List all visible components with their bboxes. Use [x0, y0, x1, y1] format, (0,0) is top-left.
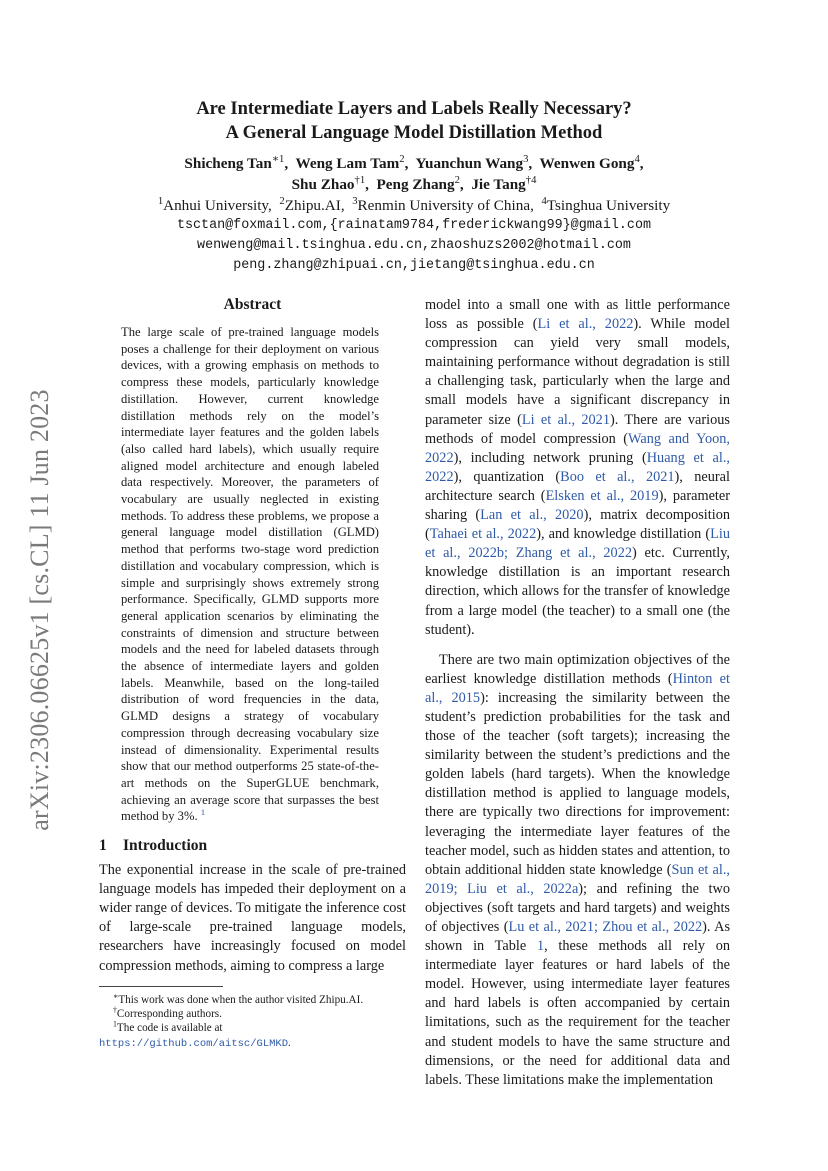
- citation-link[interactable]: 1: [536, 938, 545, 955]
- author-list: [100, 153, 728, 195]
- abstract-body: The large scale of pre-trained language models poses a challenge for their deployment on various devices, with a growing emphasis on methods to compress these models, particularly knowledge distillation. However, current knowledge distillation methods rely on the model’s intermediate layer features and the golden labels (also called hard labels), which usually require aligned model architecture and enough labeled data respectively. Moreover, the parameters of vocabulary are usually neglected in existing methods. To address these problems, we propose a general language model distillation (GLMD) method that performs two-stage word prediction distillation and vocabulary compression, which is simple and surprisingly shows extremely strong performance. Specifically, GLMD supports more general application scenarios by eliminating the constraints of dimension and structure between models and the need for labeled datasets through the absence of intermediate layers and golden labels. Meanwhile, based on the long-tailed distribution of word frequencies in the data, GLMD designs a strategy of vocabulary compression through decreasing vocabulary size instead of dimensionality. Experimental results show that our method outperforms 25 state-of-the-art methods on the SuperGLUE benchmark, achieving an average score that surpasses the best method by 3%.: [121, 325, 379, 824]
- footnote-text: Corresponding authors.: [116, 1008, 222, 1021]
- affil-sup: 4: [541, 195, 547, 207]
- email-line: wenweng@mail.tsinghua.edu.cn,zhaoshuzs2002@hotmail.com: [197, 238, 631, 253]
- paragraph-text: There are two main optimization objectives of the earliest knowledge distillation methods (: [425, 651, 730, 687]
- footnote: [99, 1021, 406, 1051]
- citation-link[interactable]: Hinton et al., 2015: [425, 670, 730, 706]
- author-name: Peng Zhang: [376, 176, 455, 193]
- author-sup: †4: [525, 174, 537, 186]
- right-paragraph-1: [425, 296, 730, 640]
- footnote-mark: ∗: [113, 990, 119, 1000]
- intro-paragraph: The exponential increase in the scale of pre-trained language models has impeded their deployment on a wider range of devices. To mitigate the inference cost of large-scale pre-trained language models, researchers have increasingly focused on model compression methods, aiming to compress a large: [99, 862, 406, 974]
- left-column: [99, 296, 406, 1051]
- paragraph-text: ), quantization (: [453, 468, 561, 485]
- paragraph-text: ) etc. Currently, knowledge distillation is an important research direction, which allows for the transfer of knowledge from a large model (the teacher) to a small one (the student).: [425, 545, 730, 638]
- paragraph-text: ), and knowledge distillation (: [536, 526, 711, 543]
- footnote-text: The code is available at: [116, 1022, 223, 1035]
- email-line: tsctan@foxmail.com,{rainatam9784,frederickwang99}@gmail.com: [176, 218, 652, 233]
- citation-link[interactable]: Elsken et al., 2019: [545, 487, 659, 504]
- citation-link[interactable]: Tahaei et al., 2022: [429, 526, 537, 543]
- section-title: Introduction: [123, 837, 208, 855]
- author-sup: ∗1: [271, 153, 285, 165]
- header-block: [100, 97, 728, 276]
- citation-link[interactable]: Wang and Yoon, 2022: [425, 430, 730, 466]
- citation-link[interactable]: Boo et al., 2021: [560, 468, 675, 485]
- arxiv-identifier: [22, 370, 58, 850]
- author-sup: †1: [354, 174, 366, 186]
- affil-name: Anhui University,: [163, 197, 272, 214]
- footnote-divider: [99, 986, 223, 987]
- citation-link[interactable]: Li et al., 2022: [537, 316, 634, 333]
- footnote: [99, 1007, 406, 1021]
- paragraph-text: ), matrix decomposition (: [425, 507, 730, 543]
- citation-link[interactable]: Lu et al., 2021; Zhou et al., 2022: [508, 919, 703, 935]
- author-name: Jie Tang: [471, 176, 526, 193]
- arxiv-identifier-text: arXiv:2306.06625v1 [cs.CL] 11 Jun 2023: [25, 389, 54, 831]
- title-line-1: Are Intermediate Layers and Labels Really Necessary?: [196, 99, 632, 119]
- abstract-heading: Abstract: [223, 296, 282, 313]
- section-number: 1: [99, 837, 107, 855]
- citation-link[interactable]: Lan et al., 2020: [480, 507, 584, 524]
- affil-name: Renmin University of China,: [357, 197, 534, 214]
- citation-link[interactable]: Liu et al., 2022b; Zhang et al., 2022: [425, 526, 730, 562]
- paragraph-text: ), neural architecture search (: [425, 468, 730, 504]
- author-line-2: Shu Zhao$^{\dagger 1}$, Peng Zhang$^2$, Jie Tang$^{\dagger 4}$: [291, 174, 537, 193]
- author-name: Wenwen Gong: [539, 155, 635, 172]
- author-name: Shu Zhao: [291, 176, 355, 193]
- footnote-text: This work was done when the author visited Zhipu.AI.: [118, 993, 364, 1006]
- right-paragraph-2: [425, 651, 730, 1090]
- paper-title: [100, 97, 728, 145]
- affil-sup: 2: [279, 195, 285, 207]
- paragraph-text: ): increasing the similarity between the student’s prediction probabilities for the task and those of the teacher (soft targets); increasing the similarity between the student’s predictions and the golden labels (hard targets). When the knowledge distillation method is applied to language models, there are typically two directions for improvement: leveraging the intermediate layer features of the teacher model, such as hidden states and attention, to obtain additional hidden state knowledge (: [425, 689, 730, 878]
- affil-sup: 3: [352, 195, 358, 207]
- title-line-2: A General Language Model Distillation Method: [225, 123, 603, 143]
- author-name: Weng Lam Tam: [295, 155, 400, 172]
- right-column: [425, 296, 730, 1090]
- paragraph-text: ), including network pruning (: [453, 449, 647, 466]
- email-line: peng.zhang@zhipuai.cn,jietang@tsinghua.edu.cn: [233, 258, 595, 273]
- paragraph-text: ). As shown in Table: [425, 919, 731, 955]
- affil-sup: 1: [157, 195, 164, 207]
- author-name: Shicheng Tan: [184, 155, 272, 172]
- paragraph-text: ); and refining the two objectives (soft targets and hard targets) and weights of objectives (: [425, 880, 730, 935]
- affiliations: [100, 195, 728, 216]
- author-sup: 2: [454, 174, 460, 186]
- paragraph-text: ), parameter sharing (: [425, 487, 730, 524]
- section-heading-introduction: [99, 837, 406, 855]
- paragraph-text: model into a small one with as little performance loss as possible (: [425, 297, 730, 333]
- code-link[interactable]: https://github.com/aitsc/GLMKD: [99, 1037, 289, 1050]
- footnote-mark: 1: [113, 1019, 117, 1029]
- author-line-1: Shicheng Tan$^{∗1}$, Weng Lam Tam$^2$, Yuanchun Wang$^3$, Wenwen Gong$^4$,: [184, 153, 644, 172]
- footnote-end: .: [288, 1036, 291, 1049]
- paragraph-text: , these methods all rely on intermediate layer features or hard labels of the model. However, using intermediate layer features and hard labels is often accompanied by certain limitations, such as the requirement for the teacher and student models to have the same structure and dimensions, or the need for additional data and labels. These limitations make the implementation: [425, 938, 730, 1088]
- citation-link[interactable]: Huang et al., 2022: [425, 449, 730, 485]
- author-sup: 2: [399, 153, 405, 165]
- footnote-mark: †: [113, 1005, 117, 1015]
- affil-name: Zhipu.AI,: [284, 197, 345, 214]
- paragraph-text: ). There are various methods of model compression (: [425, 411, 730, 447]
- author-name: Yuanchun Wang: [415, 155, 524, 172]
- abstract-text: [121, 324, 379, 825]
- citation-link[interactable]: Li et al., 2021: [521, 411, 610, 428]
- citation-link[interactable]: Sun et al., 2019; Liu et al., 2022a: [425, 861, 730, 897]
- author-sup: 3: [523, 153, 529, 165]
- footnote: [99, 990, 406, 1007]
- author-sup: 4: [634, 153, 640, 165]
- paragraph-text: ). While model compression can yield very small models, maintaining performance without degradation is still a challenging task, particularly when the large and small models have a significant discrepancy in parameter size (: [425, 316, 730, 428]
- footnote-marker[interactable]: 1: [200, 807, 206, 818]
- affil-name: Tsinghua University: [546, 197, 671, 214]
